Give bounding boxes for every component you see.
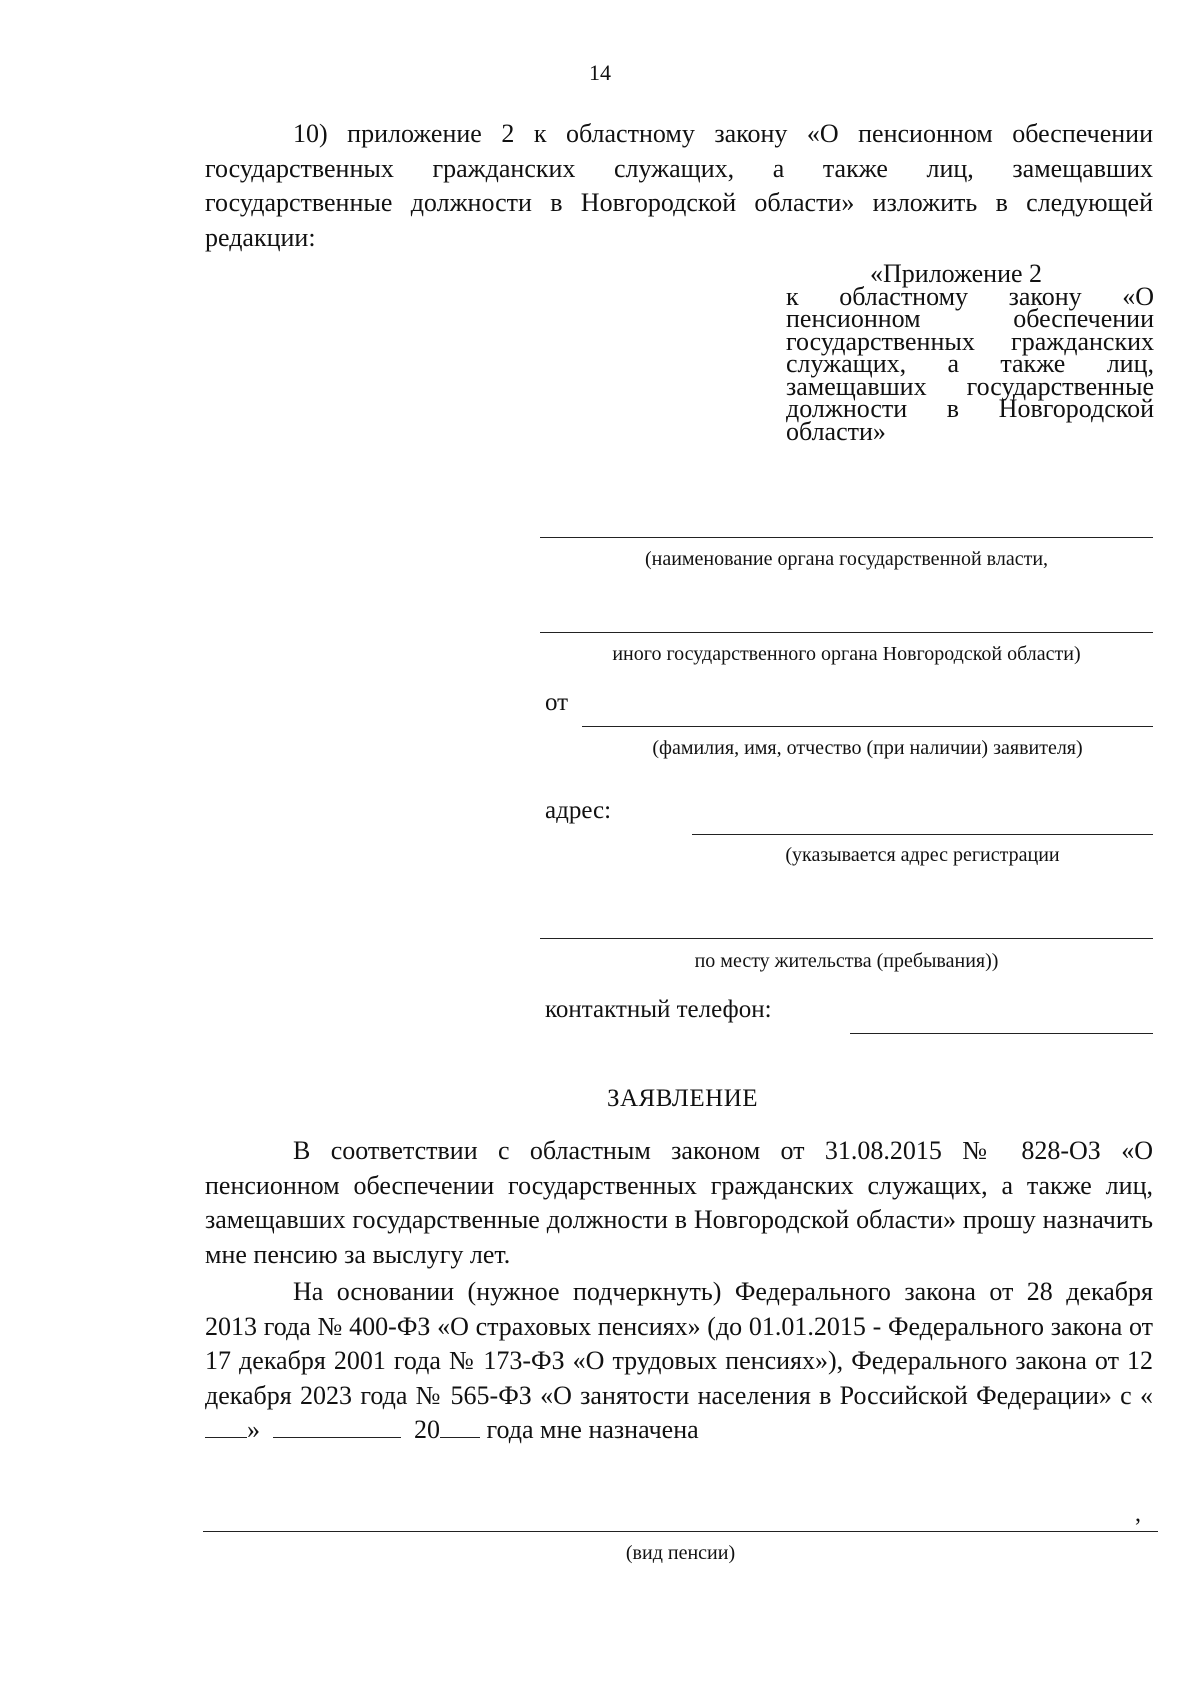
statement-paragraph-2 [205, 1275, 1153, 1448]
statement-title: ЗАЯВЛЕНИЕ [606, 1085, 759, 1112]
other-body-caption: иного государственного органа Новгородской области) [612, 643, 1081, 665]
appendix-note [786, 259, 1154, 446]
applicant-name-line[interactable] [582, 726, 1153, 727]
date-day-blank[interactable] [205, 1415, 247, 1438]
date-year-prefix: 20 [414, 1415, 440, 1444]
date-month-blank[interactable] [273, 1415, 401, 1438]
date-close-quote: » [247, 1415, 260, 1444]
other-body-line[interactable] [540, 632, 1153, 633]
pension-type-comma: , [1135, 1501, 1141, 1527]
phone-label: контактный телефон: [545, 996, 772, 1023]
address-label: адрес: [545, 797, 612, 824]
statement-paragraph-2-end: года мне назначена [486, 1415, 699, 1444]
amendment-intro: 10) приложение 2 к областному закону «О пенсионном обеспечении государственных гражданских служащих, а также лиц, замещавших государственные должности в Новгородской области» изложить в следующей редакции: [205, 119, 1153, 252]
from-label: от [545, 689, 569, 716]
registration-address-line[interactable] [692, 834, 1153, 835]
applicant-caption: (фамилия, имя, отчество (при наличии) заявителя) [652, 737, 1083, 759]
pension-type-line[interactable] [203, 1531, 1158, 1532]
appendix-title: «Приложение 2 [870, 259, 1043, 288]
appendix-reference: к областному закону «О пенсионном обеспечении государственных гражданских служащих, а также лиц, замещавших государственные должности в Новгородской области» [786, 281, 1154, 446]
date-year-blank[interactable] [440, 1415, 480, 1438]
page-number: 14 [589, 60, 611, 85]
statement-paragraph-1: В соответствии с областным законом от 31.08.2015 № 828-ОЗ «О пенсионном обеспечении государственных гражданских служащих, а также лиц, замещавших государственные должности в Новгородской области» прошу назначить мне пенсию за выслугу лет. [205, 1136, 1153, 1269]
pension-type-caption: (вид пенсии) [625, 1542, 736, 1564]
residence-address-line[interactable] [540, 938, 1153, 939]
authority-name-line[interactable] [540, 537, 1153, 538]
authority-caption: (наименование органа государственной власти, [644, 548, 1049, 570]
residence-caption: по месту жительства (пребывания)) [694, 950, 999, 972]
statement-paragraph-2-text: На основании (нужное подчеркнуть) Федерального закона от 28 декабря 2013 года № 400-ФЗ «О страховых пенсиях» (до 01.01.2015 - Федерального закона от 17 декабря 2001 года № 173-ФЗ «О трудовых пенсиях»), Федерального закона от 12 декабря 2023 года № 565-ФЗ «О занятости населения в Российской Федерации» с « [205, 1277, 1153, 1410]
phone-line[interactable] [850, 1033, 1153, 1034]
registration-caption: (указывается адрес регистрации [785, 844, 1060, 866]
